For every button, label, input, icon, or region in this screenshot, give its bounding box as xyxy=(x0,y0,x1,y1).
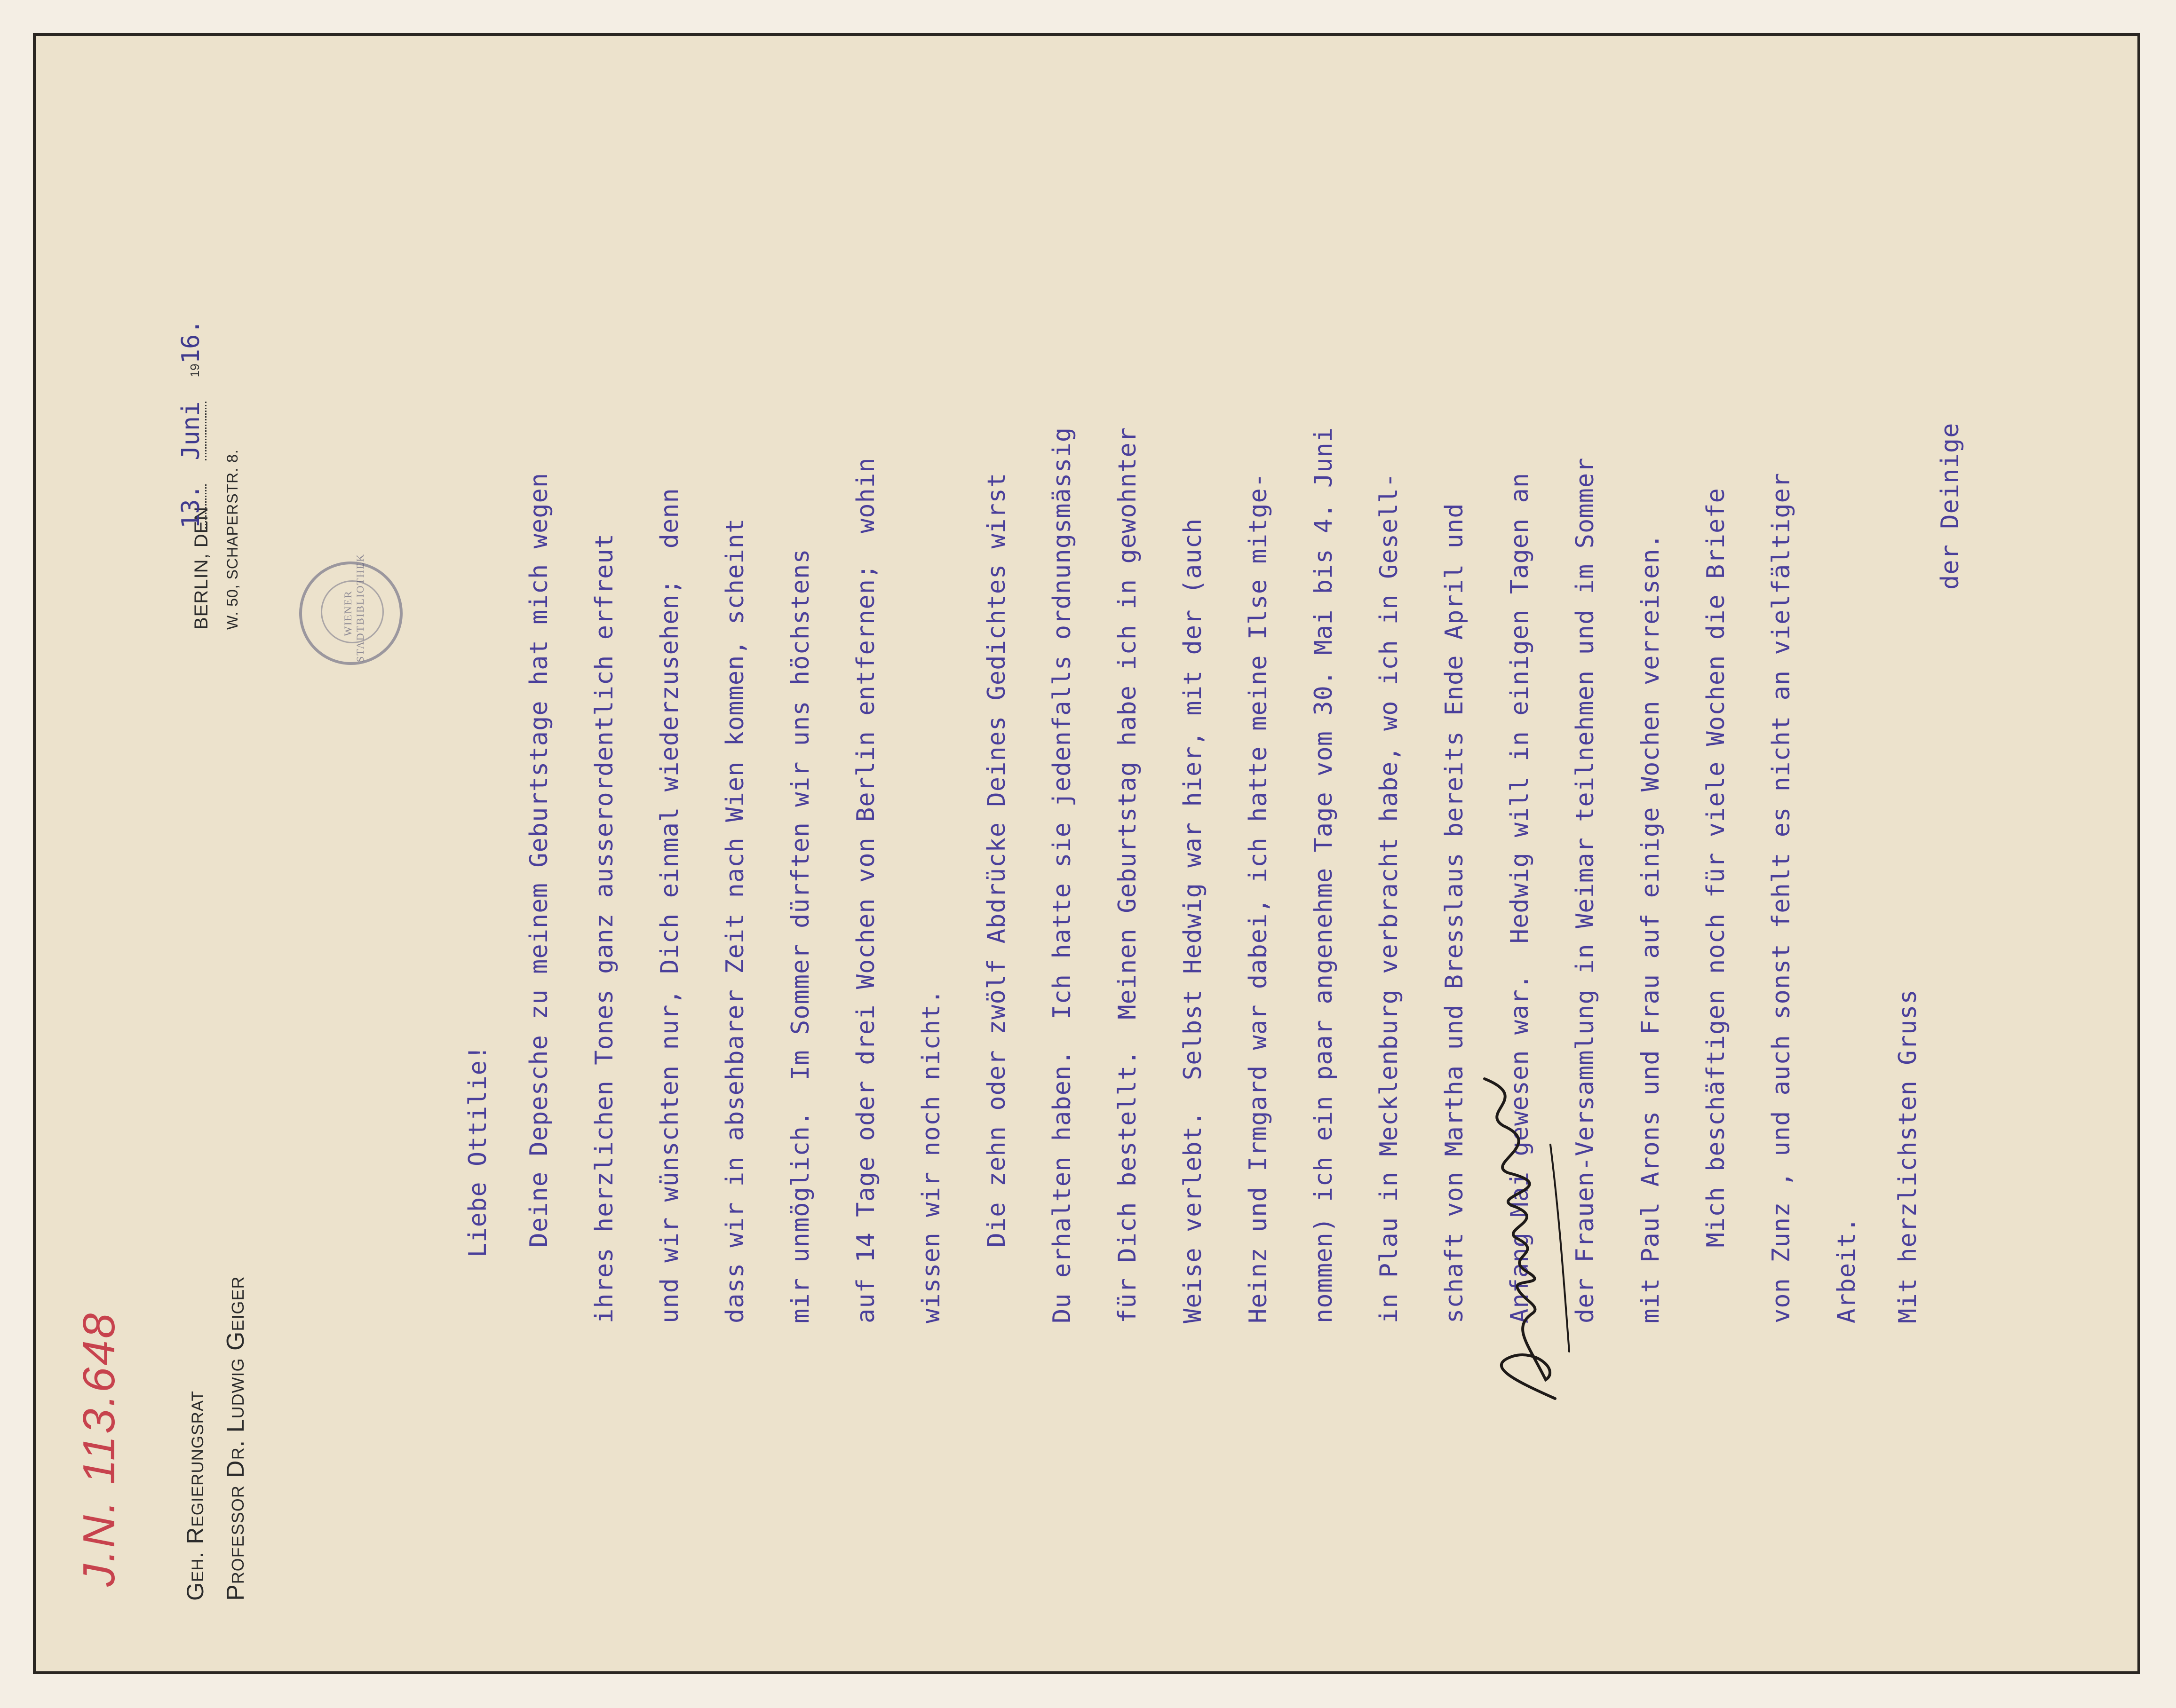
library-stamp xyxy=(299,553,403,665)
letter-line: mir unmöglich. Im Sommer dürften wir uns höchstens xyxy=(786,548,815,1323)
letter-line: dass wir in absehbarer Zeit nach Wien kommen, scheint xyxy=(721,518,749,1323)
letter-line: Heinz und Irmgard war dabei, ich hatte meine Ilse mitge- xyxy=(1244,472,1272,1323)
letter-line: schaft von Martha und Bresslaus bereits Ende April und xyxy=(1440,503,1469,1323)
date-month: Juni xyxy=(177,402,206,460)
salutation: Liebe Ottilie! xyxy=(464,1044,492,1257)
letter-line: nommen) ich ein paar angenehme Tage vom 30. Mai bis 4. Juni xyxy=(1310,427,1338,1323)
letter-line: wissen wir noch nicht. xyxy=(917,989,945,1323)
letterhead-address: W. 50, SCHAPERSTR. 8. xyxy=(224,449,241,630)
letter-line: Weise verlebt. Selbst Hedwig war hier, mit der (auch xyxy=(1179,518,1207,1323)
letterhead-title: Geh. Regierungsrat xyxy=(182,1391,208,1601)
letter-line: in Plau in Mecklenburg verbracht habe, wo ich in Gesell- xyxy=(1375,472,1403,1323)
letter-line: der Frauen-Versammlung in Weimar teilnehmen und im Sommer xyxy=(1571,457,1599,1323)
sign-off: der Deinige xyxy=(1936,422,1964,590)
date-line xyxy=(177,319,206,529)
letter-line: Anfang Mai gewesen war. Hedwig will in einigen Tagen an xyxy=(1506,472,1534,1323)
letter-line: und wir wünschten nur, Dich einmal wiederzusehen; denn xyxy=(656,488,684,1323)
letterhead-place: BERLIN, DEN xyxy=(191,506,212,630)
date-year-suffix: 16. xyxy=(177,319,205,364)
handwritten-signature xyxy=(1456,1069,1588,1408)
letter-line: Die zehn oder zwölf Abdrücke Deines Gedichtes wirst xyxy=(983,472,1011,1323)
inventory-number: J.N. 113.648 xyxy=(74,1311,124,1587)
letter-line: mit Paul Arons und Frau auf einige Wochen verreisen. xyxy=(1636,533,1665,1323)
stamp-text: WIENER STADTBIBLIOTHEK xyxy=(342,553,366,662)
letter-line: Du erhalten haben. Ich hatte sie jedenfalls ordnungsmässig xyxy=(1048,427,1076,1323)
letter-sheet xyxy=(33,33,2140,1674)
date-day: 13. xyxy=(177,484,206,529)
letter-line: auf 14 Tage oder drei Wochen von Berlin entfernen; wohin xyxy=(852,457,880,1323)
letter-line: Mich beschäftigen noch für viele Wochen die Briefe xyxy=(1702,488,1730,1323)
letter-line: von Zunz , und auch sonst fehlt es nicht an vielfältiger xyxy=(1767,472,1795,1323)
rotated-letter-content xyxy=(36,36,2137,1671)
letter-line: Arbeit. xyxy=(1833,1217,1861,1323)
letterhead-name: Professor Dr. Ludwig Geiger xyxy=(222,1276,249,1601)
letter-line: ihres herzlichen Tones ganz ausserordentlich erfreut xyxy=(590,533,619,1323)
letter-line: für Dich bestellt. Meinen Geburtstag habe ich in gewohnter xyxy=(1113,427,1142,1323)
closing: Mit herzlichsten Gruss xyxy=(1894,989,1922,1323)
letter-line: Deine Depesche zu meinem Geburtstage hat mich wegen xyxy=(525,472,553,1323)
date-year-prefix: 19 xyxy=(188,364,202,378)
